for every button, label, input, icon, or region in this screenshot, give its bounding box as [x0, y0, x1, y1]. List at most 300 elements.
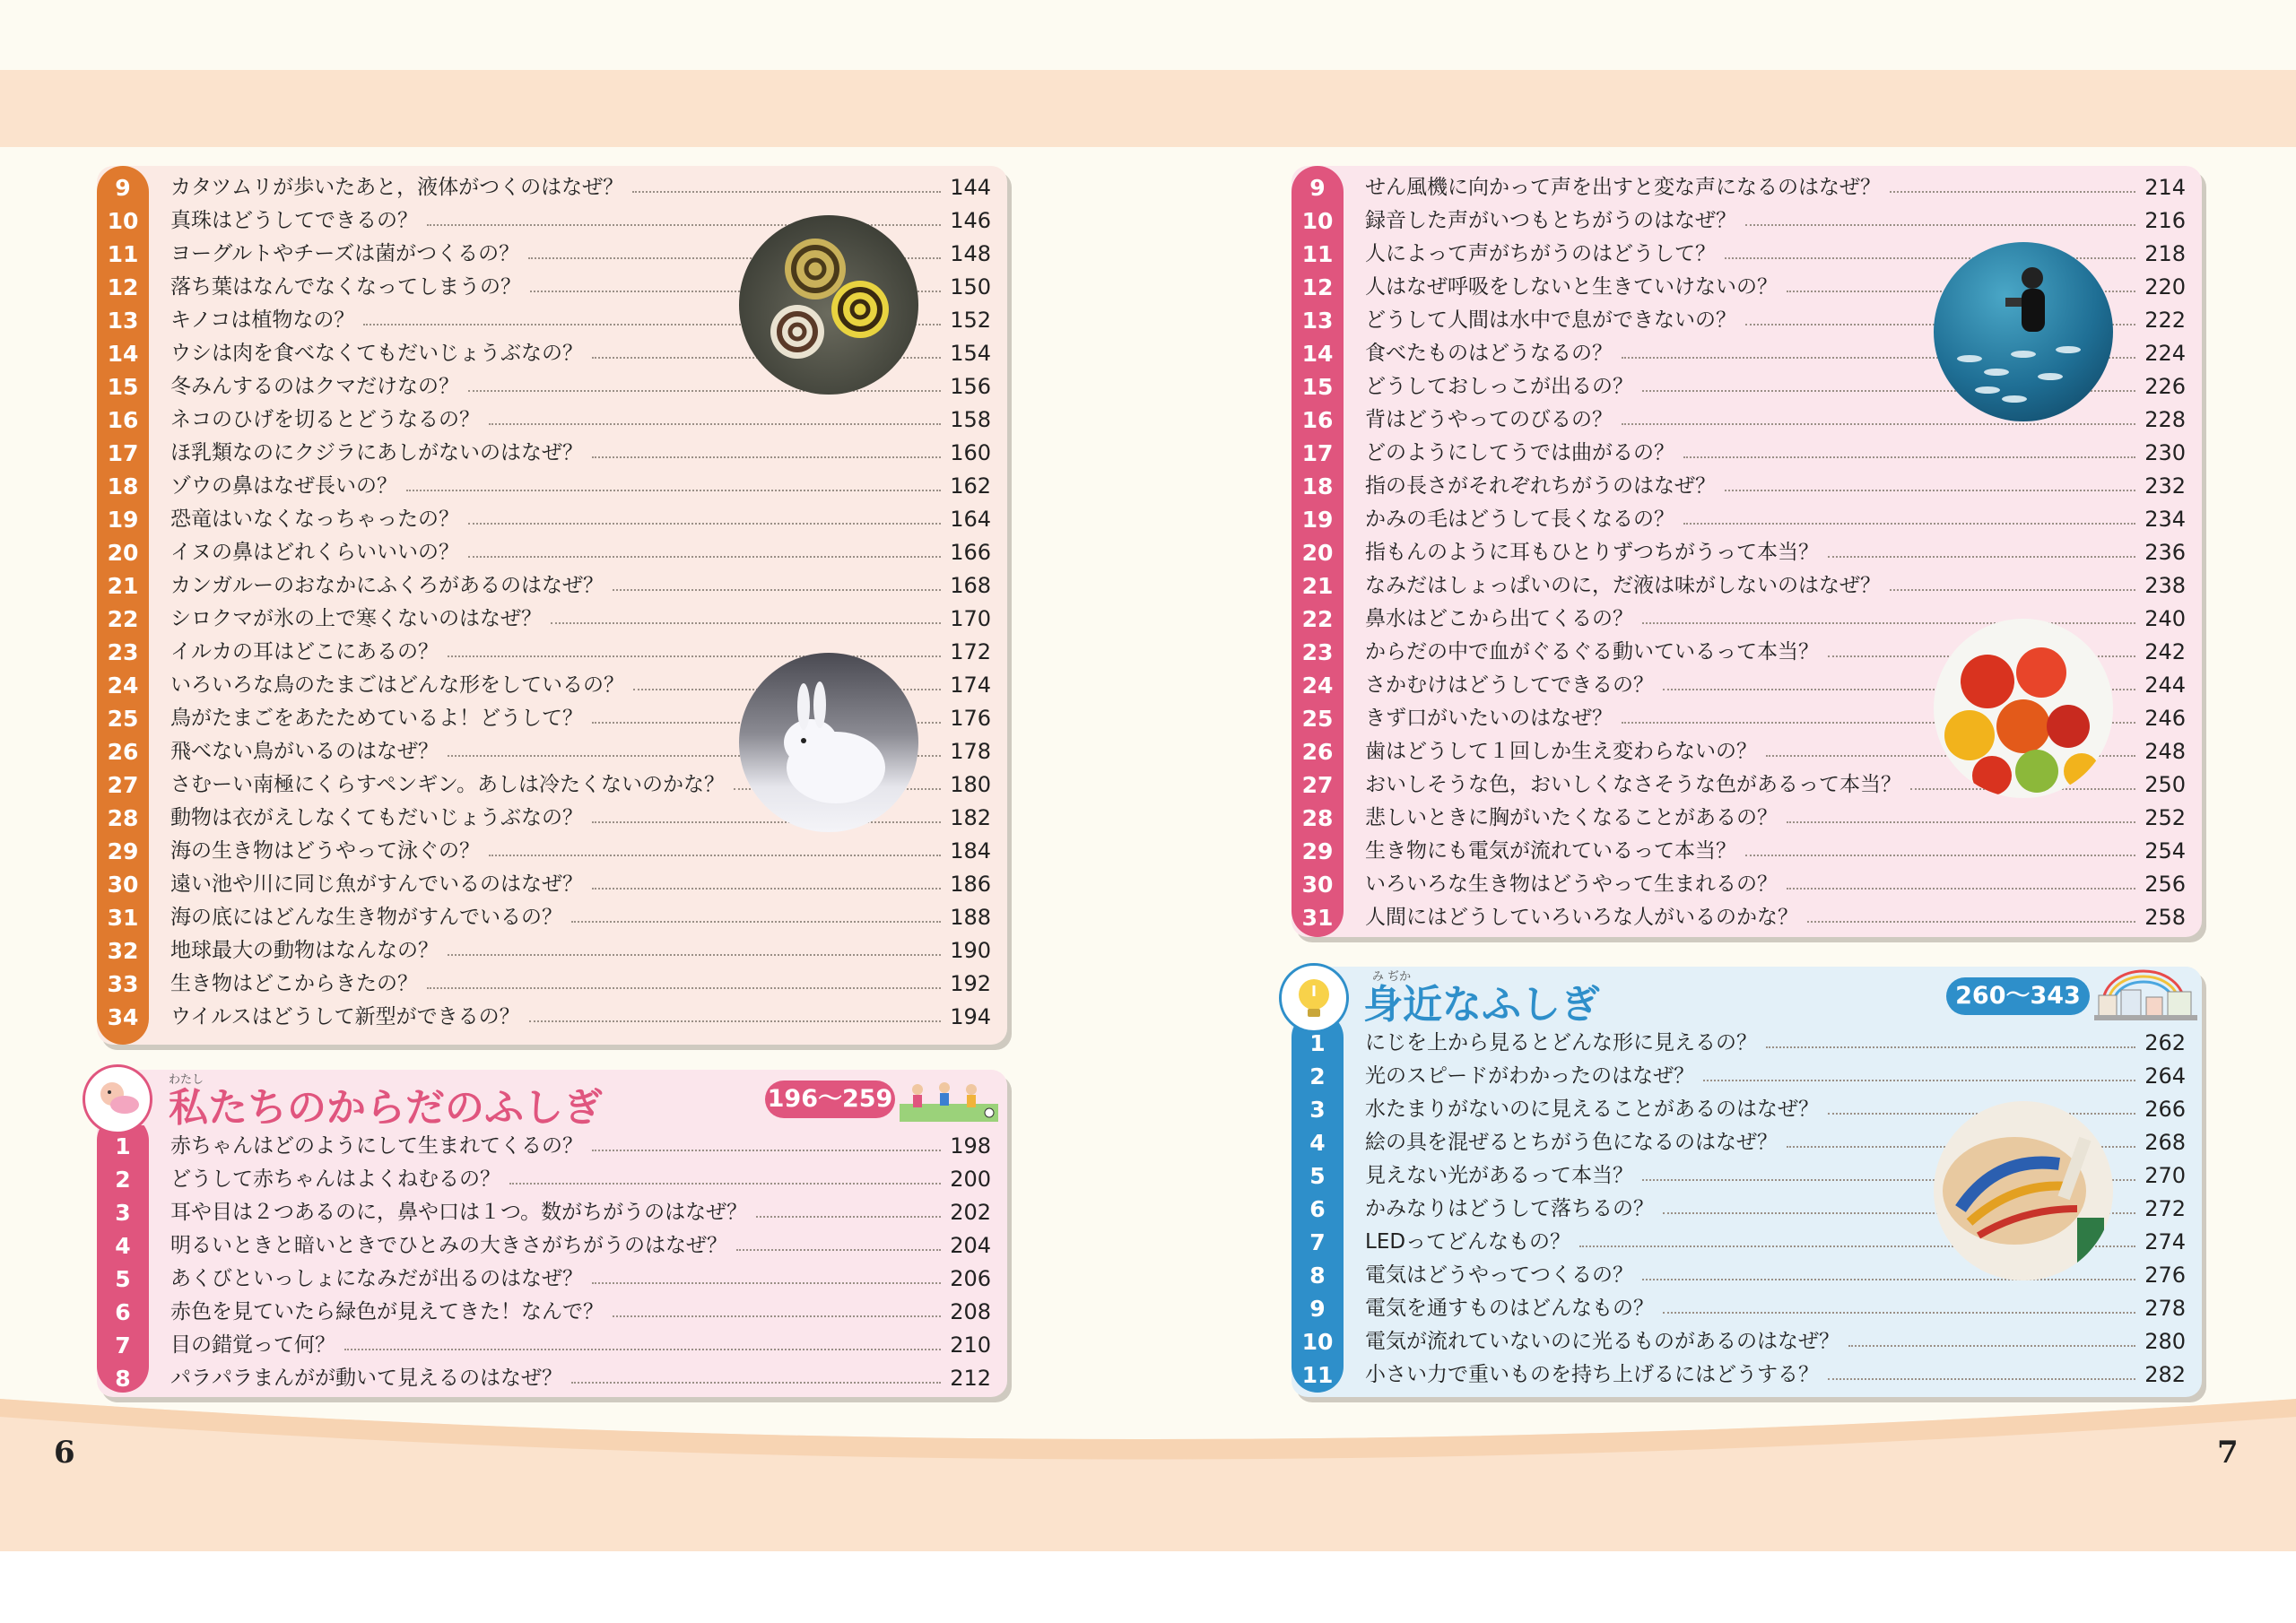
question-text: きず口がいたいのはなぜ？	[1365, 707, 1613, 730]
question-text: 生き物にも電気が流れているって本当？	[1365, 839, 1736, 863]
page-number: 148	[950, 241, 991, 266]
page-number: 184	[950, 838, 991, 864]
question-text: 鳥がたまごをあたためているよ！どうして？	[170, 707, 583, 730]
page-number: 250	[2144, 772, 2186, 797]
item-number: 11	[1301, 1362, 1334, 1388]
scuba-diver-photo	[1934, 242, 2113, 421]
question-text: ウシは肉を食べなくてもだいじょうぶなの？	[170, 342, 583, 365]
toc-panel-body	[97, 1070, 1007, 1397]
item-number: 6	[1309, 1196, 1326, 1222]
question-text: シロクマが氷の上で寒くないのはなぜ？	[170, 607, 542, 630]
question-text: かみの毛はどうして長くなるの？	[1365, 508, 1674, 531]
page-range-badge: 196～259	[765, 1081, 895, 1118]
dot-leader	[427, 987, 941, 989]
page-number: 204	[950, 1233, 991, 1258]
question-text: どうしておしっこが出るの？	[1365, 375, 1633, 398]
question-text: ほ乳類なのにクジラにあしがないのはなぜ？	[170, 441, 583, 464]
item-number: 21	[1301, 573, 1334, 599]
item-number: 23	[107, 639, 139, 665]
page-number: 164	[950, 507, 991, 532]
page-number: 230	[2144, 440, 2186, 465]
question-text: いろいろな鳥のたまごはどんな形をしているの？	[170, 673, 624, 697]
item-number: 2	[1309, 1063, 1326, 1089]
toc-row[interactable]	[97, 1001, 1007, 1034]
question-text: 恐竜はいなくなっちゃったの？	[170, 508, 459, 531]
snail-photo	[739, 215, 918, 395]
toc-row[interactable]	[97, 1229, 1007, 1263]
dot-leader	[406, 490, 941, 491]
toc-row[interactable]	[1292, 171, 2202, 204]
toc-row[interactable]	[97, 569, 1007, 603]
page-number: 190	[950, 938, 991, 963]
section-title: 身近なふしぎ	[1363, 982, 1600, 1028]
toc-row[interactable]	[1292, 802, 2202, 835]
question-text: イルカの耳はどこにあるの？	[170, 640, 439, 664]
page-number: 232	[2144, 473, 2186, 499]
dot-leader	[1890, 191, 2135, 193]
page-number: 254	[2144, 838, 2186, 864]
item-number: 29	[1301, 838, 1334, 864]
question-text: おいしそうな色，おいしくなさそうな色があるって本当？	[1365, 773, 1901, 796]
question-text: どうして赤ちゃんはよくねむるの？	[170, 1167, 500, 1191]
bottom-wave-decoration	[0, 1399, 2296, 1623]
dot-leader	[592, 1150, 941, 1151]
page-number: 176	[950, 706, 991, 731]
page-number: 226	[2144, 374, 2186, 399]
question-text: 耳や目は２つあるのに，鼻や口は１つ。数がちがうのはなぜ？	[170, 1201, 748, 1224]
question-text: にじを上から見るとどんな形に見えるの？	[1365, 1031, 1757, 1055]
page-number: 274	[2144, 1229, 2186, 1254]
dot-leader	[1642, 1279, 2135, 1280]
question-text: 赤ちゃんはどのようにして生まれてくるの？	[170, 1134, 583, 1158]
page-number: 208	[950, 1299, 991, 1324]
section-title-ruby: わたし	[169, 1073, 204, 1087]
item-number: 9	[1309, 175, 1326, 201]
dot-leader	[1703, 1080, 2135, 1081]
toc-row[interactable]	[97, 1263, 1007, 1296]
question-text: 電気が流れていないのに光るものがあるのはなぜ？	[1365, 1330, 1839, 1353]
dot-leader	[1663, 1312, 2135, 1314]
page-number: 186	[950, 872, 991, 897]
item-number: 27	[107, 772, 139, 798]
page-number: 258	[2144, 905, 2186, 930]
question-text: 光のスピードがわかったのはなぜ？	[1365, 1064, 1695, 1088]
item-number: 23	[1301, 639, 1334, 665]
toc-row[interactable]	[97, 1296, 1007, 1329]
toc-row[interactable]	[1292, 569, 2202, 603]
toc-row[interactable]	[97, 868, 1007, 901]
dot-leader	[1890, 589, 2135, 591]
dot-leader	[1745, 855, 2135, 856]
question-text: 海の生き物はどうやって泳ぐの？	[170, 839, 480, 863]
question-text: せん風機に向かって声を出すと変な声になるのはなぜ？	[1365, 176, 1881, 199]
question-text: 水たまりがないのに見えることがあるのはなぜ？	[1365, 1098, 1819, 1121]
question-text: 赤色を見ていたら緑色が見えてきた！なんで？	[170, 1300, 604, 1324]
question-text: 動物は衣がえしなくてもだいじょうぶなの？	[170, 806, 583, 829]
dot-leader	[1622, 423, 2135, 425]
page-number: 218	[2144, 241, 2186, 266]
page-number: 264	[2144, 1063, 2186, 1089]
page-number: 192	[950, 971, 991, 996]
item-number: 7	[1309, 1229, 1326, 1255]
page-number: 152	[950, 308, 991, 333]
dot-leader	[489, 855, 941, 856]
top-header-band	[0, 70, 2296, 147]
page-number: 172	[950, 639, 991, 664]
question-text: キノコは植物なの？	[170, 308, 355, 332]
question-text: さかむけはどうしてできるの？	[1365, 673, 1654, 697]
toc-row[interactable]	[97, 968, 1007, 1001]
question-text: イヌの鼻はどれくらいいいの？	[170, 541, 459, 564]
toc-row[interactable]	[1292, 1027, 2202, 1060]
question-text: ゾウの鼻はなぜ長いの？	[170, 474, 397, 498]
dot-leader	[1766, 1046, 2135, 1048]
item-number: 33	[107, 971, 139, 997]
page-number: 158	[950, 407, 991, 432]
question-text: 電気を通すものはどんなもの？	[1365, 1297, 1654, 1320]
colorful-tomatoes-photo	[1934, 619, 2113, 798]
item-number: 27	[1301, 772, 1334, 798]
page-number: 144	[950, 175, 991, 200]
item-number: 12	[1301, 274, 1334, 300]
item-number: 11	[1301, 241, 1334, 267]
page-number: 178	[950, 739, 991, 764]
question-text: 小さい力で重いものを持ち上げるにはどうする？	[1365, 1363, 1819, 1386]
page-number: 272	[2144, 1196, 2186, 1221]
question-text: 遠い池や川に同じ魚がすんでいるのはなぜ？	[170, 872, 583, 896]
question-text: カンガルーのおなかにふくろがあるのはなぜ？	[170, 574, 604, 597]
page-number: 244	[2144, 673, 2186, 698]
toc-list	[97, 1130, 1007, 1395]
item-number: 15	[1301, 374, 1334, 400]
item-number: 18	[107, 473, 139, 499]
question-text: 食べたものはどうなるの？	[1365, 342, 1613, 365]
question-text: 明るいときと暗いときでひとみの大きさがちがうのはなぜ？	[170, 1234, 727, 1257]
item-number: 26	[107, 739, 139, 765]
page-number: 268	[2144, 1130, 2186, 1155]
item-number: 1	[115, 1133, 131, 1159]
item-number: 14	[107, 341, 139, 367]
page-number: 278	[2144, 1296, 2186, 1321]
question-text: 歯はどうして１回しか生え変わらないの？	[1365, 740, 1757, 763]
page-number: 252	[2144, 805, 2186, 830]
question-text: カタツムリが歩いたあと，液体がつくのはなぜ？	[170, 176, 624, 199]
toc-row[interactable]	[97, 171, 1007, 204]
dot-leader	[1683, 523, 2135, 525]
item-number: 29	[107, 838, 139, 864]
page-number: 220	[2144, 274, 2186, 299]
question-text: あくびといっしょになみだが出るのはなぜ？	[170, 1267, 583, 1290]
page-number: 224	[2144, 341, 2186, 366]
item-number: 28	[107, 805, 139, 831]
item-number: 25	[107, 706, 139, 732]
toc-row[interactable]	[97, 437, 1007, 470]
question-text: ウイルスはどうして新型ができるの？	[170, 1005, 520, 1028]
item-number: 34	[107, 1004, 139, 1030]
item-number: 8	[115, 1366, 131, 1392]
item-number: 10	[107, 208, 139, 234]
page-number-right: 7	[2217, 1435, 2239, 1471]
item-number: 20	[107, 540, 139, 566]
toc-row[interactable]	[97, 1196, 1007, 1229]
dot-leader	[1725, 490, 2135, 491]
item-number: 13	[107, 308, 139, 334]
dot-leader	[468, 523, 941, 525]
page-number: 146	[950, 208, 991, 233]
dot-leader	[529, 1020, 941, 1022]
page-number: 238	[2144, 573, 2186, 598]
item-number: 14	[1301, 341, 1334, 367]
toc-row[interactable]	[97, 536, 1007, 569]
item-number: 30	[107, 872, 139, 898]
page-number: 162	[950, 473, 991, 499]
page-number: 228	[2144, 407, 2186, 432]
item-number: 24	[1301, 673, 1334, 699]
page-number: 266	[2144, 1097, 2186, 1122]
page-number: 166	[950, 540, 991, 565]
item-number: 15	[107, 374, 139, 400]
dot-leader	[1683, 456, 2135, 458]
question-text: ヨーグルトやチーズは菌がつくるの？	[170, 242, 520, 265]
lightbulb-icon	[1279, 963, 1349, 1033]
toc-row[interactable]	[1292, 1325, 2202, 1358]
item-number: 5	[115, 1266, 131, 1292]
question-text: 絵の具を混ぜるとちがう色になるのはなぜ？	[1365, 1131, 1778, 1154]
question-text: 指もんのように耳もひとりずつちがうって本当？	[1365, 541, 1819, 564]
item-number: 7	[115, 1332, 131, 1358]
question-text: 鼻水はどこから出てくるの？	[1365, 607, 1633, 630]
dot-leader	[1642, 622, 2135, 624]
question-text: さむーい南極にくらすペンギン。あしは冷たくないのかな？	[170, 773, 726, 796]
town-rainbow-illustration	[2094, 967, 2197, 1020]
page-number: 240	[2144, 606, 2186, 631]
question-text: 冬みんするのはクマだけなの？	[170, 375, 459, 398]
item-number: 3	[1309, 1097, 1326, 1123]
dot-leader	[592, 821, 941, 823]
dot-leader	[756, 1216, 941, 1218]
page-number: 282	[2144, 1362, 2186, 1387]
page-number: 182	[950, 805, 991, 830]
dot-leader	[1787, 888, 2135, 890]
question-text: 見えない光があるって本当？	[1365, 1164, 1633, 1187]
item-number: 30	[1301, 872, 1334, 898]
question-text: 人はなぜ呼吸をしないと生きていけないの？	[1365, 275, 1778, 299]
question-text: どのようにしてうでは曲がるの？	[1365, 441, 1674, 464]
question-text: 生き物はどこからきたの？	[170, 972, 418, 995]
toc-row[interactable]	[97, 901, 1007, 934]
item-number: 17	[1301, 440, 1334, 466]
dot-leader	[592, 1282, 941, 1284]
item-number: 26	[1301, 739, 1334, 765]
toc-row[interactable]	[1292, 868, 2202, 901]
page-number: 206	[950, 1266, 991, 1291]
dot-leader	[509, 1183, 941, 1185]
item-number: 24	[107, 673, 139, 699]
page-number: 160	[950, 440, 991, 465]
page-number: 280	[2144, 1329, 2186, 1354]
page-number: 246	[2144, 706, 2186, 731]
item-number: 16	[1301, 407, 1334, 433]
dot-leader	[592, 456, 941, 458]
toc-row[interactable]	[1292, 1358, 2202, 1392]
question-text: 海の底にはどんな生き物がすんでいるの？	[170, 906, 562, 929]
toc-row[interactable]	[1292, 536, 2202, 569]
page-number: 234	[2144, 507, 2186, 532]
baby-icon	[83, 1064, 152, 1134]
dot-leader	[489, 423, 941, 425]
page-number: 174	[950, 673, 991, 698]
page-number: 150	[950, 274, 991, 299]
page-number: 214	[2144, 175, 2186, 200]
item-number: 31	[1301, 905, 1334, 931]
item-number: 25	[1301, 706, 1334, 732]
question-text: 目の錯覚って何？	[170, 1333, 335, 1357]
item-number: 6	[115, 1299, 131, 1325]
page-number: 236	[2144, 540, 2186, 565]
item-number: 13	[1301, 308, 1334, 334]
item-number: 17	[107, 440, 139, 466]
page-number: 202	[950, 1200, 991, 1225]
page-number: 256	[2144, 872, 2186, 897]
item-number: 10	[1301, 1329, 1334, 1355]
item-number: 31	[107, 905, 139, 931]
dot-leader	[344, 1349, 941, 1350]
page-number: 154	[950, 341, 991, 366]
toc-row[interactable]	[97, 1163, 1007, 1196]
toc-row[interactable]	[1292, 437, 2202, 470]
item-number: 3	[115, 1200, 131, 1226]
dot-leader	[613, 589, 941, 591]
soccer-kids-illustration	[900, 1077, 998, 1122]
page-number: 262	[2144, 1030, 2186, 1055]
question-text: なみだはしょっぱいのに，だ液は味がしないのはなぜ？	[1365, 574, 1881, 597]
page-number: 242	[2144, 639, 2186, 664]
question-text: からだの中で血がぐるぐる動いているって本当？	[1365, 640, 1819, 664]
section-title: 私たちのからだのふしぎ	[169, 1085, 603, 1131]
question-text: 録音した声がいつもとちがうのはなぜ？	[1365, 209, 1736, 232]
toc-row[interactable]	[1292, 503, 2202, 536]
toc-row[interactable]	[97, 934, 1007, 968]
toc-row[interactable]	[97, 603, 1007, 636]
toc-row[interactable]	[1292, 901, 2202, 934]
page-number: 210	[950, 1332, 991, 1358]
item-number: 16	[107, 407, 139, 433]
dot-leader	[736, 1249, 941, 1251]
item-number: 18	[1301, 473, 1334, 499]
paint-palette-photo	[1934, 1101, 2113, 1280]
page-number: 198	[950, 1133, 991, 1159]
dot-leader	[592, 888, 941, 890]
page-number: 194	[950, 1004, 991, 1029]
item-number: 11	[107, 241, 139, 267]
toc-row[interactable]	[97, 503, 1007, 536]
question-text: 悲しいときに胸がいたくなることがあるの？	[1365, 806, 1778, 829]
dot-leader	[1787, 821, 2135, 823]
item-number: 22	[1301, 606, 1334, 632]
question-text: パラパラまんがが動いて見えるのはなぜ？	[170, 1367, 562, 1390]
dot-leader	[1828, 556, 2135, 558]
item-number: 21	[107, 573, 139, 599]
item-number: 19	[107, 507, 139, 533]
question-text: 地球最大の動物はなんなの？	[170, 939, 439, 962]
item-number: 9	[115, 175, 131, 201]
item-number: 22	[107, 606, 139, 632]
question-text: いろいろな生き物はどうやって生まれるの？	[1365, 872, 1778, 896]
item-number: 28	[1301, 805, 1334, 831]
dot-leader	[448, 954, 941, 956]
item-number: 8	[1309, 1263, 1326, 1289]
dot-leader	[1807, 921, 2135, 923]
dot-leader	[468, 556, 941, 558]
question-text: 電気はどうやってつくるの？	[1365, 1263, 1633, 1287]
item-number: 4	[1309, 1130, 1326, 1156]
toc-row[interactable]	[1292, 835, 2202, 868]
toc-row[interactable]	[1292, 470, 2202, 503]
dot-leader	[551, 622, 941, 624]
page-number: 270	[2144, 1163, 2186, 1188]
page-number: 276	[2144, 1263, 2186, 1288]
dot-leader	[632, 191, 941, 193]
dot-leader	[613, 1315, 941, 1317]
page-number: 188	[950, 905, 991, 930]
toc-row[interactable]	[97, 404, 1007, 437]
toc-row[interactable]	[1292, 1292, 2202, 1325]
item-number: 1	[1309, 1030, 1326, 1056]
page-number: 200	[950, 1167, 991, 1192]
toc-row[interactable]	[97, 1362, 1007, 1395]
item-number: 2	[115, 1167, 131, 1193]
dot-leader	[468, 390, 941, 392]
item-number: 4	[115, 1233, 131, 1259]
page-number: 156	[950, 374, 991, 399]
page-number: 248	[2144, 739, 2186, 764]
item-number: 20	[1301, 540, 1334, 566]
dot-leader	[1828, 1378, 2135, 1380]
dot-leader	[571, 921, 941, 923]
dot-leader	[1848, 1345, 2135, 1347]
toc-row[interactable]	[97, 1329, 1007, 1362]
page-range-badge: 260～343	[1946, 977, 2090, 1015]
item-number: 5	[1309, 1163, 1326, 1189]
dot-leader	[1745, 224, 2135, 226]
question-text: 飛べない鳥がいるのはなぜ？	[170, 740, 439, 763]
white-rabbit-photo	[739, 653, 918, 832]
dot-leader	[571, 1382, 941, 1384]
dot-leader	[448, 655, 941, 657]
section-title-ruby: み ぢか	[1372, 970, 1412, 984]
toc-row[interactable]	[97, 835, 1007, 868]
page-number: 168	[950, 573, 991, 598]
page-number: 216	[2144, 208, 2186, 233]
page-number: 180	[950, 772, 991, 797]
question-text: 人間にはどうしていろいろな人がいるのかな？	[1365, 906, 1798, 929]
page-number: 222	[2144, 308, 2186, 333]
page-number: 170	[950, 606, 991, 631]
toc-row[interactable]	[97, 1130, 1007, 1163]
question-text: 真珠はどうしてできるの？	[170, 209, 418, 232]
toc-row[interactable]	[1292, 1060, 2202, 1093]
question-text: LEDってどんなもの？	[1365, 1230, 1571, 1254]
question-text: かみなりはどうして落ちるの？	[1365, 1197, 1654, 1220]
toc-row[interactable]	[1292, 204, 2202, 238]
item-number: 12	[107, 274, 139, 300]
page-number-left: 6	[54, 1435, 75, 1471]
question-text: どうして人間は水中で息ができないの？	[1365, 308, 1736, 332]
question-text: 落ち葉はなんでなくなってしまうの？	[170, 275, 521, 299]
item-number: 10	[1301, 208, 1334, 234]
toc-row[interactable]	[97, 470, 1007, 503]
question-text: 人によって声がちがうのはどうして？	[1365, 242, 1716, 265]
